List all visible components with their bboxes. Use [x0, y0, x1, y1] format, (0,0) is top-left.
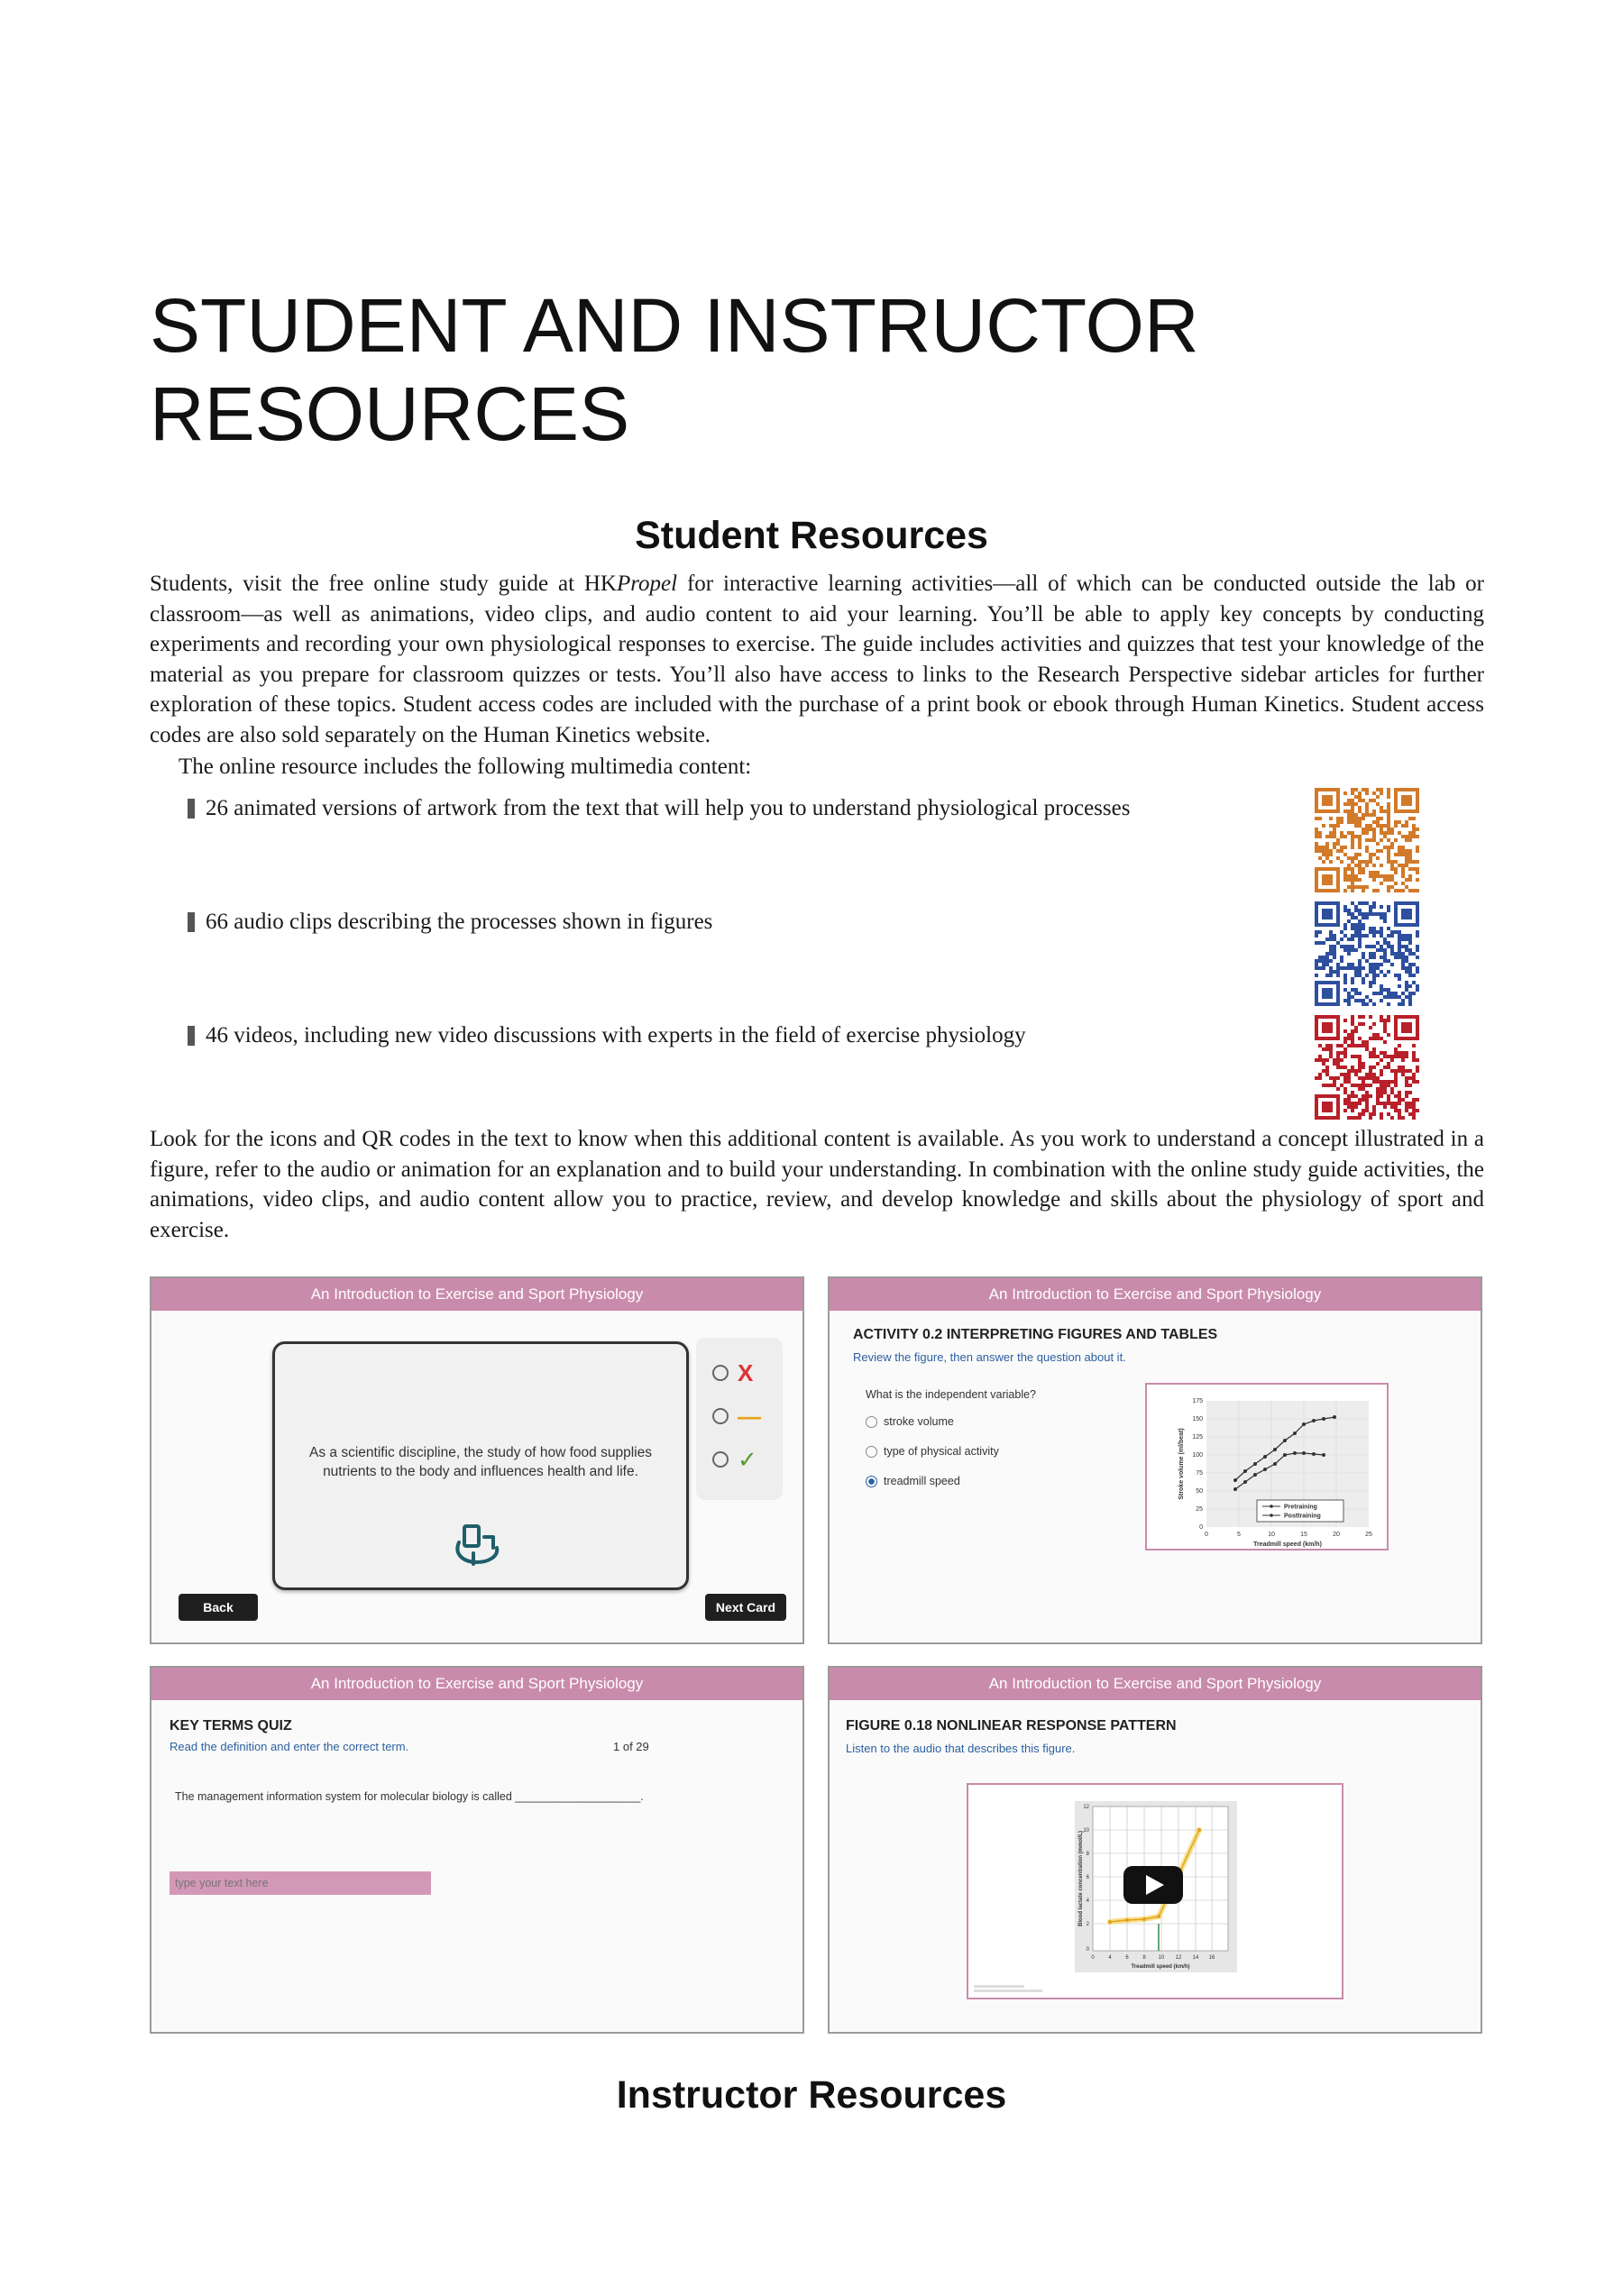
panel-figure — [828, 1666, 1482, 2034]
rating-option-unsure[interactable] — [712, 1403, 761, 1430]
intro-text-part-2: for interactive learning activities—all of which can be conducted outside the lab or classroom—as well as animations, video clips, and audio content to aid your learning. You’ll be able to apply key concepts by conducting experiments and recording your own physiological responses to exercise. The guide includes activities and quizzes that test your knowledge of the material as you prepare for classroom quizzes or tests. You’ll also have access to links to the Research Perspective sidebar articles for further exploration of these topics. Student access codes are included with the purchase of a print book or ebook through Human Kinetics. Student access codes are also sold separately on the Human Kinetics website. — [150, 572, 1484, 747]
panel-header: An Introduction to Exercise and Sport Physiology — [830, 1278, 1481, 1311]
x-tick: 16 — [1208, 1955, 1215, 1961]
y-tick: 10 — [1083, 1828, 1089, 1834]
y-tick: 0 — [1199, 1524, 1203, 1531]
y-tick: 8 — [1086, 1852, 1089, 1857]
bullet-videos-text: 46 videos, including new video discussions with experts in the field of exercise physiology — [206, 1023, 1026, 1047]
panel-quiz — [150, 1666, 804, 2034]
panel-flashcard — [150, 1276, 804, 1644]
panel-header: An Introduction to Exercise and Sport Physiology — [830, 1668, 1481, 1700]
bullet-animations — [188, 793, 1130, 823]
x-tick: 0 — [1091, 1955, 1095, 1961]
qr-code-animations[interactable] — [1315, 788, 1419, 892]
flashcard-text: As a scientific discipline, the study of how food supplies nutrients to the body and influences health and life. — [309, 1445, 652, 1479]
quiz-prompt: The management information system for molecular biology is called ____________________. — [175, 1790, 644, 1803]
activity-option-type-of-activity[interactable] — [866, 1445, 999, 1458]
back-button[interactable]: Back — [179, 1594, 258, 1621]
bullet-marker — [188, 799, 195, 819]
activity-title: ACTIVITY 0.2 INTERPRETING FIGURES AND TABLES — [853, 1327, 1218, 1342]
y-tick: 125 — [1192, 1434, 1203, 1441]
bullet-animations-text: 26 animated versions of artwork from the text that will help you to understand physiological processes — [206, 796, 1131, 820]
y-tick: 6 — [1086, 1875, 1089, 1880]
quiz-title: KEY TERMS QUIZ — [170, 1718, 292, 1733]
page-title-line-2: RESOURCES — [150, 371, 630, 456]
intro-text-propel: Propel — [616, 572, 678, 596]
y-tick: 175 — [1192, 1398, 1203, 1404]
figure-title: FIGURE 0.18 NONLINEAR RESPONSE PATTERN — [846, 1718, 1177, 1733]
page-title — [150, 281, 1412, 458]
quiz-subtitle: Read the definition and enter the correct term. — [170, 1740, 409, 1753]
intro-text-part-1: Students, visit the free online study guide at HK — [150, 572, 617, 596]
student-resources-intro — [150, 569, 1484, 750]
x-tick: 0 — [1205, 1532, 1208, 1538]
activity-option-stroke-volume[interactable] — [866, 1415, 954, 1428]
multimedia-lead-in: The online resource includes the following multimedia content: — [179, 755, 752, 779]
x-tick: 4 — [1108, 1955, 1112, 1961]
flip-card-icon[interactable] — [452, 1521, 502, 1569]
student-resources-closing: Look for the icons and QR codes in the text to know when this additional content is available. As you work to understand a concept illustrated in a figure, refer to the audio or animation for an explanation and to build your understanding. In combination with the online study guide activities, the animations, video clips, and audio content allow you to practice, review, and develop knowledge and skills about the physiology of sport and exercise. — [150, 1127, 1484, 1242]
y-tick: 75 — [1196, 1470, 1203, 1477]
bullet-audio-text: 66 audio clips describing the processes shown in figures — [206, 910, 713, 934]
panel-header: An Introduction to Exercise and Sport Physiology — [151, 1278, 802, 1311]
activity-subtitle: Review the figure, then answer the question about it. — [853, 1350, 1126, 1364]
flashcard[interactable] — [272, 1341, 689, 1590]
radio-circle[interactable] — [866, 1416, 877, 1428]
x-tick: 12 — [1175, 1955, 1182, 1961]
y-tick: 50 — [1196, 1488, 1203, 1495]
x-tick: 20 — [1333, 1532, 1340, 1538]
figure-caption-placeholder — [974, 1985, 1024, 1988]
quiz-answer-input[interactable] — [170, 1871, 431, 1895]
x-tick: 8 — [1142, 1955, 1146, 1961]
y-tick: 100 — [1192, 1452, 1203, 1459]
x-tick: 25 — [1365, 1532, 1372, 1538]
figure-caption-placeholder — [974, 1990, 1042, 1992]
bullet-marker — [188, 1026, 195, 1046]
page-title-line-1: STUDENT AND INSTRUCTOR — [150, 283, 1199, 368]
qr-code-audio[interactable] — [1315, 901, 1419, 1006]
x-tick: 6 — [1125, 1955, 1129, 1961]
radio-circle[interactable] — [712, 1408, 729, 1424]
y-tick: 25 — [1196, 1506, 1203, 1513]
option-label: treadmill speed — [884, 1475, 960, 1487]
stroke-volume-chart — [1145, 1383, 1389, 1550]
y-axis-label: Blood lactate concentration (mmol/L) — [1078, 1830, 1084, 1927]
lactate-chart — [967, 1783, 1343, 1999]
correct-icon: ✓ — [738, 1446, 757, 1473]
x-tick: 15 — [1300, 1532, 1307, 1538]
x-tick: 10 — [1268, 1532, 1275, 1538]
radio-circle[interactable] — [866, 1446, 877, 1458]
figure-subtitle: Listen to the audio that describes this figure. — [846, 1742, 1076, 1755]
rating-option-correct[interactable] — [712, 1446, 757, 1473]
rating-options — [696, 1338, 783, 1500]
y-tick: 12 — [1083, 1805, 1089, 1810]
activity-option-treadmill-speed[interactable] — [866, 1475, 960, 1487]
option-label: type of physical activity — [884, 1445, 999, 1458]
option-label: stroke volume — [884, 1415, 954, 1428]
chart-legend — [1257, 1500, 1343, 1522]
instructor-resources-heading: Instructor Resources — [616, 2073, 1007, 2117]
y-tick: 0 — [1086, 1947, 1089, 1953]
panel-header: An Introduction to Exercise and Sport Physiology — [151, 1668, 802, 1700]
legend-posttraining: Posttraining — [1284, 1513, 1321, 1520]
rating-option-wrong[interactable] — [712, 1359, 753, 1386]
unsure-icon: — — [738, 1403, 761, 1430]
y-tick: 4 — [1086, 1898, 1089, 1904]
x-tick: 10 — [1158, 1955, 1165, 1961]
radio-circle[interactable] — [712, 1451, 729, 1468]
wrong-icon: X — [738, 1359, 754, 1386]
y-tick: 2 — [1086, 1922, 1089, 1927]
bullet-videos — [188, 1020, 1026, 1050]
panel-activity — [828, 1276, 1482, 1644]
legend-pretraining: Pretraining — [1284, 1504, 1317, 1511]
y-axis-label: Stroke volume (ml/beat) — [1178, 1428, 1185, 1500]
quiz-counter: 1 of 29 — [613, 1740, 649, 1753]
student-resources-heading: Student Resources — [635, 514, 988, 557]
bullet-marker — [188, 912, 195, 932]
x-axis-label: Treadmill speed (km/h) — [1253, 1541, 1322, 1548]
x-tick: 5 — [1237, 1532, 1241, 1538]
qr-code-videos[interactable] — [1315, 1015, 1419, 1120]
activity-question: What is the independent variable? — [866, 1388, 1037, 1401]
x-axis-label: Treadmill speed (km/h) — [1131, 1964, 1190, 1970]
radio-circle[interactable] — [712, 1365, 729, 1381]
radio-circle-selected[interactable] — [866, 1476, 877, 1487]
x-tick: 14 — [1192, 1955, 1199, 1961]
next-card-button[interactable]: Next Card — [705, 1594, 786, 1621]
video-play-button[interactable] — [1123, 1866, 1183, 1904]
y-tick: 150 — [1192, 1416, 1203, 1422]
bullet-audio — [188, 907, 712, 937]
